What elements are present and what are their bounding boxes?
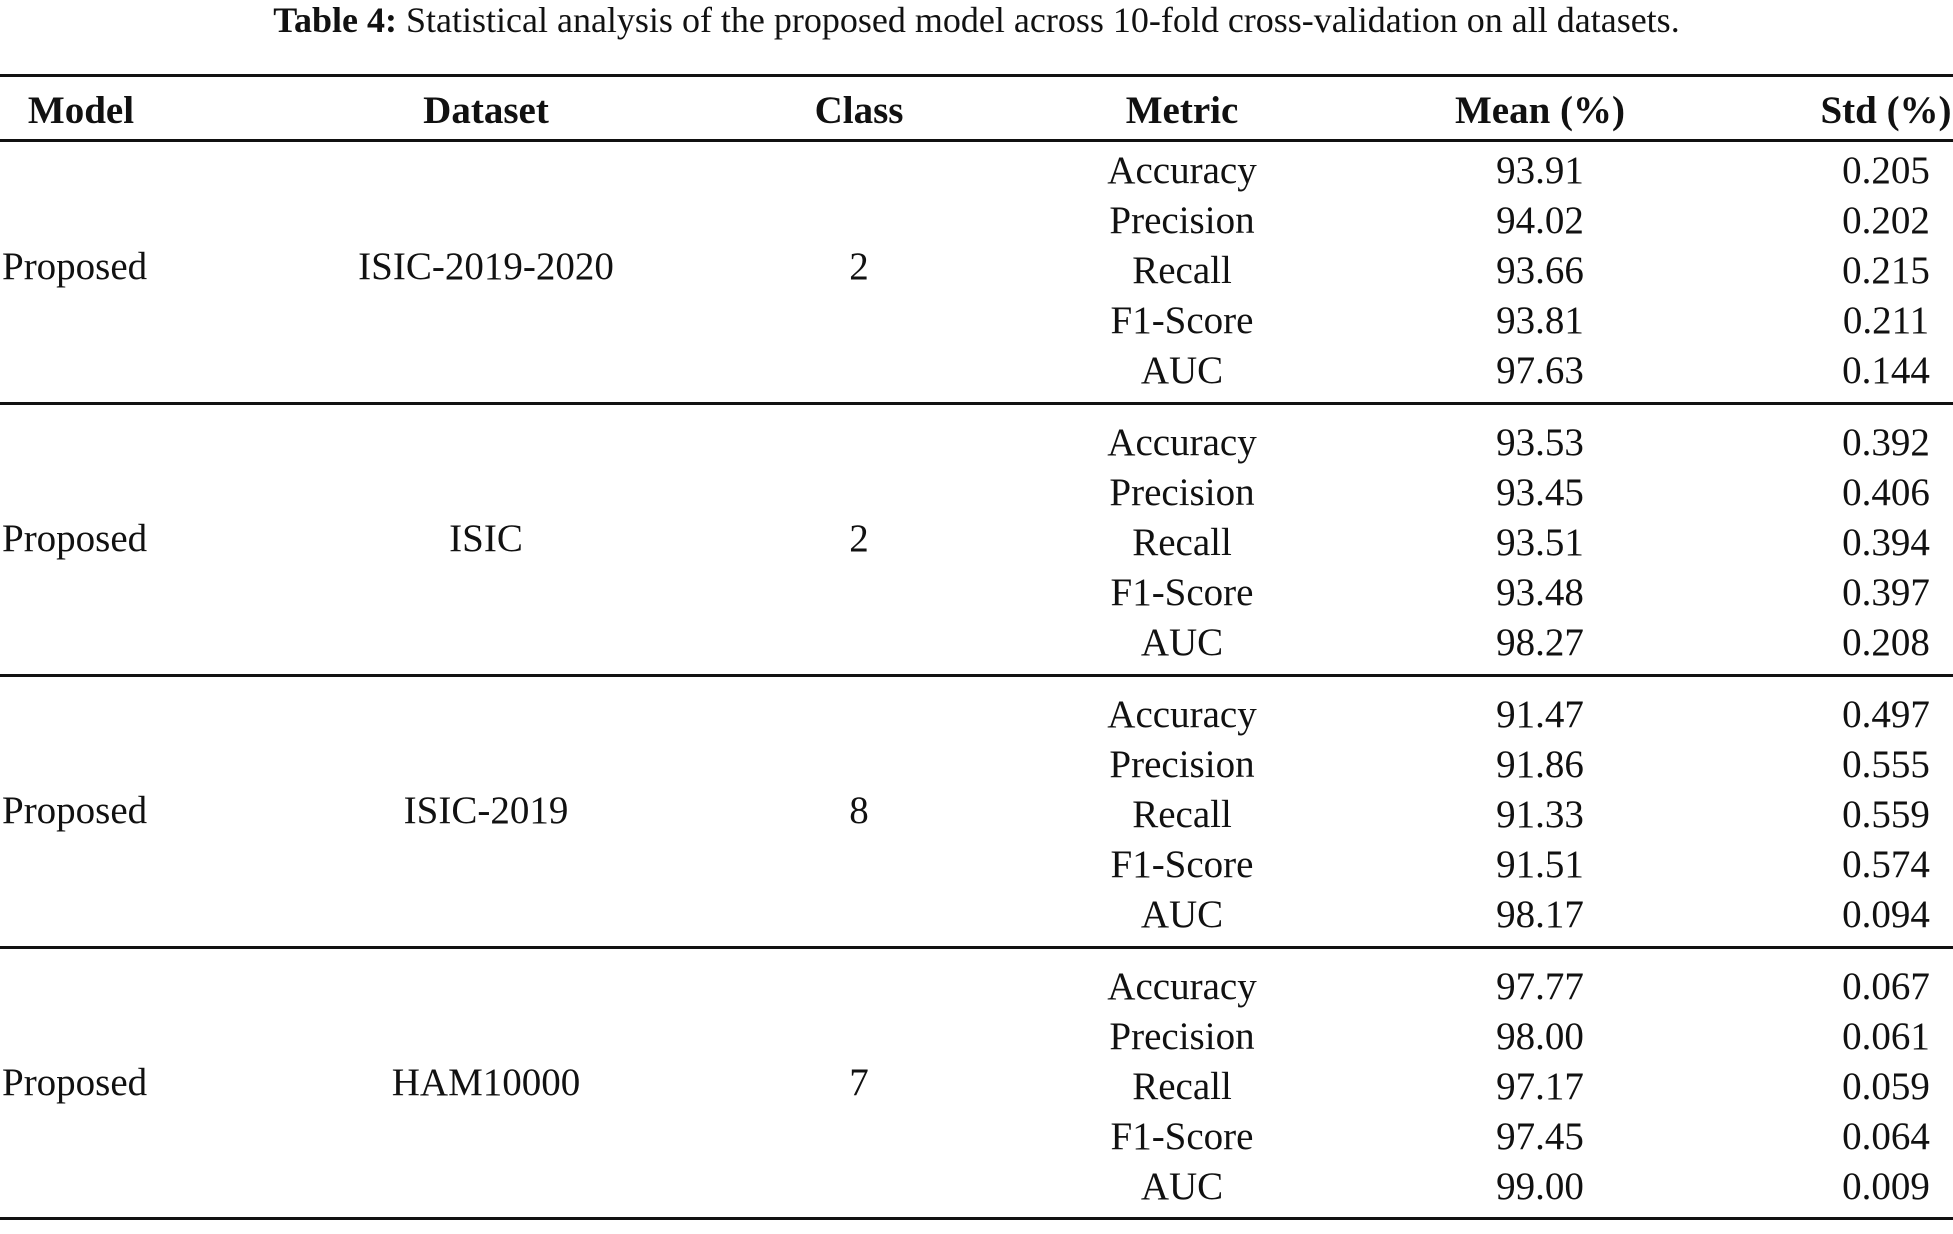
class-cell: 7	[849, 1061, 869, 1104]
mean-cell: 93.48	[1496, 571, 1584, 614]
std-cell: 0.059	[1842, 1065, 1930, 1108]
std-cell: 0.397	[1842, 571, 1930, 614]
std-cell: 0.208	[1842, 621, 1930, 664]
mean-cell: 98.27	[1496, 621, 1584, 664]
metric-cell: Recall	[1132, 521, 1232, 564]
header-class: Class	[814, 89, 904, 132]
table-row	[0, 418, 1953, 468]
header-std: Std (%)	[1820, 89, 1952, 132]
std-cell: 0.497	[1842, 693, 1930, 736]
table-row	[0, 296, 1953, 346]
std-cell: 0.009	[1842, 1165, 1930, 1208]
mean-cell: 98.00	[1496, 1015, 1584, 1058]
mean-cell: 94.02	[1496, 199, 1584, 242]
table-row	[0, 1062, 1953, 1112]
std-cell: 0.094	[1842, 893, 1930, 936]
table-row	[0, 840, 1953, 890]
metric-cell: Accuracy	[1107, 149, 1257, 192]
metric-cell: Recall	[1132, 249, 1232, 292]
mean-cell: 91.47	[1496, 693, 1584, 736]
top-rule	[0, 74, 1953, 77]
header-mean: Mean (%)	[1454, 89, 1626, 132]
dataset-cell: ISIC-2019-2020	[358, 245, 614, 288]
group-separator-rule	[0, 674, 1953, 677]
std-cell: 0.392	[1842, 421, 1930, 464]
metric-cell: Accuracy	[1107, 965, 1257, 1008]
table-group	[0, 962, 1953, 1234]
mean-cell: 91.51	[1496, 843, 1584, 886]
metric-cell: Accuracy	[1107, 693, 1257, 736]
std-cell: 0.061	[1842, 1015, 1930, 1058]
header-dataset: Dataset	[423, 89, 549, 132]
table-row	[0, 246, 1953, 296]
metric-cell: F1-Score	[1110, 1115, 1254, 1158]
std-cell: 0.067	[1842, 965, 1930, 1008]
table-row	[0, 618, 1953, 668]
mean-cell: 93.81	[1496, 299, 1584, 342]
table-row	[0, 346, 1953, 396]
table-row	[0, 1012, 1953, 1062]
table-row	[0, 690, 1953, 740]
metric-cell: F1-Score	[1110, 571, 1254, 614]
metric-cell: Precision	[1109, 199, 1255, 242]
std-cell: 0.064	[1842, 1115, 1930, 1158]
mean-cell: 93.53	[1496, 421, 1584, 464]
metric-cell: Precision	[1109, 471, 1255, 514]
table-row	[0, 962, 1953, 1012]
std-cell: 0.406	[1842, 471, 1930, 514]
caption-text: Statistical analysis of the proposed model across 10-fold cross-validation on all datasets.	[405, 0, 1680, 40]
mean-cell: 99.00	[1496, 1165, 1584, 1208]
table-caption	[0, 0, 1953, 40]
group-separator-rule	[0, 402, 1953, 405]
dataset-cell: ISIC-2019	[403, 789, 569, 832]
table-row	[0, 468, 1953, 518]
metric-cell: Precision	[1109, 743, 1255, 786]
mean-cell: 91.86	[1496, 743, 1584, 786]
bottom-rule	[0, 1217, 1953, 1220]
std-cell: 0.202	[1842, 199, 1930, 242]
std-cell: 0.215	[1842, 249, 1930, 292]
class-cell: 2	[849, 517, 869, 560]
table-row	[0, 146, 1953, 196]
table-row	[0, 518, 1953, 568]
mean-cell: 97.77	[1496, 965, 1584, 1008]
mean-cell: 93.91	[1496, 149, 1584, 192]
metric-cell: AUC	[1140, 349, 1224, 392]
metric-cell: Recall	[1132, 793, 1232, 836]
metric-cell: AUC	[1140, 621, 1224, 664]
metric-cell: F1-Score	[1110, 843, 1254, 886]
header-metric: Metric	[1125, 89, 1239, 132]
table-row	[0, 1162, 1953, 1212]
model-cell: Proposed	[2, 1061, 148, 1104]
mean-cell: 97.17	[1496, 1065, 1584, 1108]
metric-cell: Accuracy	[1107, 421, 1257, 464]
std-cell: 0.205	[1842, 149, 1930, 192]
table-row	[0, 1112, 1953, 1162]
mean-cell: 93.45	[1496, 471, 1584, 514]
std-cell: 0.555	[1842, 743, 1930, 786]
mean-cell: 93.51	[1496, 521, 1584, 564]
std-cell: 0.144	[1842, 349, 1930, 392]
header-rule	[0, 139, 1953, 142]
metric-cell: Recall	[1132, 1065, 1232, 1108]
metric-cell: AUC	[1140, 893, 1224, 936]
table-row	[0, 790, 1953, 840]
model-cell: Proposed	[2, 517, 148, 560]
mean-cell: 91.33	[1496, 793, 1584, 836]
metric-cell: AUC	[1140, 1165, 1224, 1208]
model-cell: Proposed	[2, 789, 148, 832]
table-group	[0, 418, 1953, 690]
header-model: Model	[27, 89, 135, 132]
std-cell: 0.211	[1842, 299, 1930, 342]
dataset-cell: HAM10000	[391, 1061, 581, 1104]
model-cell: Proposed	[2, 245, 148, 288]
class-cell: 8	[849, 789, 869, 832]
table-group	[0, 146, 1953, 418]
table-group	[0, 690, 1953, 962]
dataset-cell: ISIC	[449, 517, 523, 560]
mean-cell: 98.17	[1496, 893, 1584, 936]
table-row	[0, 740, 1953, 790]
mean-cell: 93.66	[1496, 249, 1584, 292]
mean-cell: 97.63	[1496, 349, 1584, 392]
table-label: Table 4:	[273, 0, 397, 40]
std-cell: 0.559	[1842, 793, 1930, 836]
metric-cell: F1-Score	[1110, 299, 1254, 342]
group-separator-rule	[0, 946, 1953, 949]
std-cell: 0.574	[1842, 843, 1930, 886]
mean-cell: 97.45	[1496, 1115, 1584, 1158]
table-row	[0, 890, 1953, 940]
std-cell: 0.394	[1842, 521, 1930, 564]
table-row	[0, 196, 1953, 246]
class-cell: 2	[849, 245, 869, 288]
table-row	[0, 568, 1953, 618]
metric-cell: Precision	[1109, 1015, 1255, 1058]
